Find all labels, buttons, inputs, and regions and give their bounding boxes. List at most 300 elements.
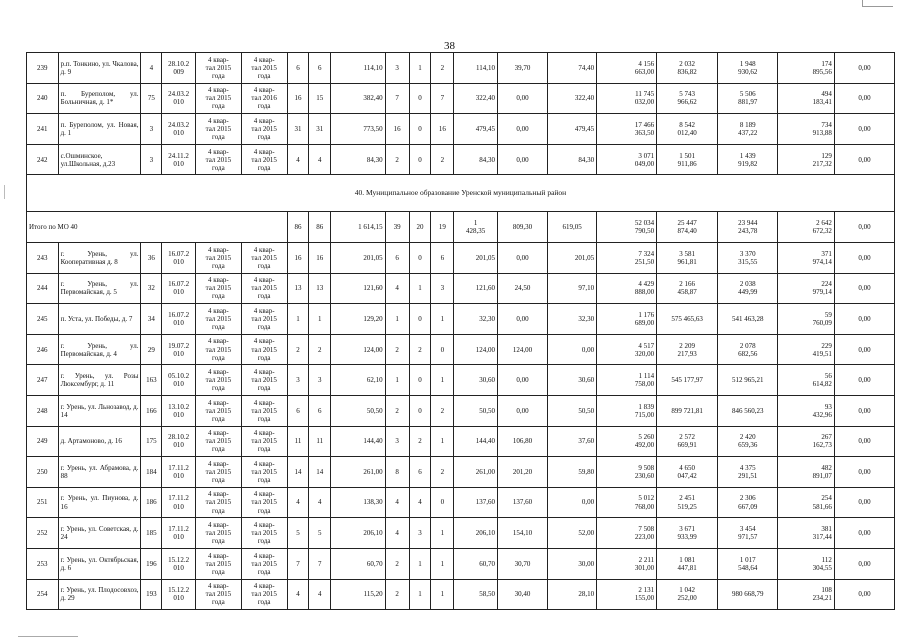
margin-mark xyxy=(4,185,5,199)
table-cell-area: 382,40 xyxy=(331,83,386,114)
table-cell-a: 11 xyxy=(287,426,309,457)
table-cell-r: 0 xyxy=(431,487,454,518)
table-cell-r: 3 xyxy=(431,273,454,304)
table-cell-t1: 1 114 758,00 xyxy=(597,365,657,396)
table-cell-b: 31 xyxy=(309,114,331,145)
table-cell-ma: 28,10 xyxy=(548,579,597,610)
table-cell-s2: 4 квар- тал 2015 года xyxy=(241,53,287,84)
table-cell-t3: 5 506 881,97 xyxy=(718,83,778,114)
table-cell-ra: 137,60 xyxy=(497,487,547,518)
table-cell-z: 0,00 xyxy=(834,487,894,518)
table-cell-area: 138,30 xyxy=(331,487,386,518)
table-cell-n: 243 xyxy=(27,242,59,273)
table-cell-c3: 163 xyxy=(141,365,162,396)
table-cell-q: 0 xyxy=(409,83,431,114)
table-cell-s1: 4 квар- тал 2015 года xyxy=(195,365,241,396)
table-cell-s2: 4 квар- тал 2015 года xyxy=(241,579,287,610)
table-cell-p: 1 xyxy=(385,304,409,335)
table-cell-r: 1 xyxy=(431,365,454,396)
table-cell-area: 129,20 xyxy=(331,304,386,335)
table-cell-ra: 106,80 xyxy=(497,426,547,457)
table-cell-s2: 4 квар- тал 2015 года xyxy=(241,548,287,579)
table-row xyxy=(27,114,895,145)
table-cell-area: 261,00 xyxy=(331,457,386,488)
total-cell: 39 xyxy=(385,212,409,243)
table-cell-date: 24.03.2 010 xyxy=(162,83,196,114)
table-cell-date: 17.11.2 010 xyxy=(162,457,196,488)
table-cell-c3: 29 xyxy=(141,334,162,365)
table-cell-t3: 512 965,21 xyxy=(718,365,778,396)
total-cell: 0,00 xyxy=(834,212,894,243)
table-cell-b: 13 xyxy=(309,273,331,304)
table-cell-ta: 137,60 xyxy=(454,487,498,518)
table-cell-addr: г. Урень, ул. Льнозавод, д. 14 xyxy=(58,395,141,426)
table-cell-a: 14 xyxy=(287,457,309,488)
table-cell-a: 7 xyxy=(287,548,309,579)
table-cell-a: 4 xyxy=(287,579,309,610)
table-cell-b: 16 xyxy=(309,242,331,273)
housing-program-table xyxy=(26,52,895,610)
table-cell-ma: 84,30 xyxy=(548,144,597,175)
table-cell-a: 1 xyxy=(287,304,309,335)
table-cell-p: 2 xyxy=(385,579,409,610)
table-cell-b: 4 xyxy=(309,487,331,518)
table-cell-t4: 108 234,21 xyxy=(778,579,835,610)
table-cell-area: 115,20 xyxy=(331,579,386,610)
table-cell-q: 2 xyxy=(409,334,431,365)
table-row xyxy=(27,304,895,335)
table-cell-z: 0,00 xyxy=(834,426,894,457)
table-cell-s2: 4 квар- тал 2015 года xyxy=(241,395,287,426)
table-cell-ma: 37,60 xyxy=(548,426,597,457)
table-cell-p: 2 xyxy=(385,334,409,365)
table-cell-ta: 32,30 xyxy=(454,304,498,335)
table-cell-ra: 24,50 xyxy=(497,273,547,304)
table-row xyxy=(27,334,895,365)
table-cell-ta: 121,60 xyxy=(454,273,498,304)
total-cell: 52 034 790,50 xyxy=(597,212,657,243)
table-cell-r: 1 xyxy=(431,548,454,579)
table-cell-s1: 4 квар- тал 2015 года xyxy=(195,548,241,579)
table-cell-r: 2 xyxy=(431,53,454,84)
table-cell-q: 1 xyxy=(409,273,431,304)
table-cell-t4: 482 891,07 xyxy=(778,457,835,488)
table-cell-b: 14 xyxy=(309,457,331,488)
table-cell-t4: 494 183,41 xyxy=(778,83,835,114)
table-cell-t2: 899 721,81 xyxy=(657,395,718,426)
table-cell-ra: 0,00 xyxy=(497,304,547,335)
table-row xyxy=(27,242,895,273)
table-cell-t3: 980 668,79 xyxy=(718,579,778,610)
table-cell-c3: 36 xyxy=(141,242,162,273)
table-cell-n: 253 xyxy=(27,548,59,579)
table-cell-date: 28.10.2 010 xyxy=(162,426,196,457)
table-cell-ma: 50,50 xyxy=(548,395,597,426)
table-cell-ra: 0,00 xyxy=(497,144,547,175)
table-cell-t2: 2 451 519,25 xyxy=(657,487,718,518)
table-cell-z: 0,00 xyxy=(834,304,894,335)
table-cell-s1: 4 квар- тал 2015 года xyxy=(195,53,241,84)
table-cell-t4: 112 304,55 xyxy=(778,548,835,579)
table-cell-a: 4 xyxy=(287,487,309,518)
table-cell-q: 1 xyxy=(409,548,431,579)
table-cell-c3: 196 xyxy=(141,548,162,579)
table-cell-ma: 0,00 xyxy=(548,487,597,518)
section-title: 40. Муниципальное образование Уренской муниципальный район xyxy=(27,175,895,212)
table-cell-ta: 58,50 xyxy=(454,579,498,610)
table-cell-addr: п. Буреполом, ул. Больничная, д. 1* xyxy=(58,83,141,114)
section-header-row xyxy=(27,175,895,212)
table-cell-t3: 1 017 548,64 xyxy=(718,548,778,579)
table-cell-ta: 60,70 xyxy=(454,548,498,579)
table-cell-addr: г. Урень, ул. Плодосовхоз, д. 29 xyxy=(58,579,141,610)
table-cell-z: 0,00 xyxy=(834,334,894,365)
total-cell: 23 944 243,78 xyxy=(718,212,778,243)
table-row xyxy=(27,53,895,84)
table-row xyxy=(27,144,895,175)
table-cell-s2: 4 квар- тал 2015 года xyxy=(241,487,287,518)
table-cell-c3: 75 xyxy=(141,83,162,114)
table-cell-ma: 97,10 xyxy=(548,273,597,304)
table-cell-t3: 3 370 315,55 xyxy=(718,242,778,273)
table-cell-s2: 4 квар- тал 2015 года xyxy=(241,365,287,396)
table-cell-c3: 4 xyxy=(141,53,162,84)
table-cell-z: 0,00 xyxy=(834,273,894,304)
table-cell-ta: 322,40 xyxy=(454,83,498,114)
table-cell-n: 246 xyxy=(27,334,59,365)
table-cell-t2: 4 650 047,42 xyxy=(657,457,718,488)
table-cell-date: 15.12.2 010 xyxy=(162,579,196,610)
table-cell-ta: 114,10 xyxy=(454,53,498,84)
table-cell-b: 4 xyxy=(309,144,331,175)
table-cell-ra: 201,20 xyxy=(497,457,547,488)
table-cell-ta: 201,05 xyxy=(454,242,498,273)
table-cell-s1: 4 квар- тал 2015 года xyxy=(195,304,241,335)
table-cell-b: 1 xyxy=(309,304,331,335)
table-cell-s1: 4 квар- тал 2015 года xyxy=(195,579,241,610)
table-cell-z: 0,00 xyxy=(834,53,894,84)
table-cell-ma: 52,00 xyxy=(548,518,597,549)
table-cell-t3: 2 306 667,09 xyxy=(718,487,778,518)
table-cell-c3: 184 xyxy=(141,457,162,488)
table-cell-t3: 1 948 930,62 xyxy=(718,53,778,84)
total-cell: 1 428,35 xyxy=(454,212,498,243)
table-cell-t4: 229 419,51 xyxy=(778,334,835,365)
table-cell-t2: 2 166 458,87 xyxy=(657,273,718,304)
table-cell-ta: 30,60 xyxy=(454,365,498,396)
table-cell-t1: 1 176 689,00 xyxy=(597,304,657,335)
table-cell-area: 201,05 xyxy=(331,242,386,273)
page-corner-mark xyxy=(862,0,893,7)
table-cell-t4: 59 760,09 xyxy=(778,304,835,335)
table-cell-addr: д. Артамоново, д. 16 xyxy=(58,426,141,457)
table-cell-t4: 267 162,73 xyxy=(778,426,835,457)
table-cell-t2: 1 081 447,81 xyxy=(657,548,718,579)
table-cell-addr: г. Урень, ул. Первомайская, д. 4 xyxy=(58,334,141,365)
table-cell-q: 4 xyxy=(409,487,431,518)
table-cell-n: 241 xyxy=(27,114,59,145)
table-cell-n: 251 xyxy=(27,487,59,518)
table-cell-c3: 32 xyxy=(141,273,162,304)
table-cell-area: 144,40 xyxy=(331,426,386,457)
table-cell-t3: 2 078 682,56 xyxy=(718,334,778,365)
table-cell-area: 121,60 xyxy=(331,273,386,304)
total-cell: 20 xyxy=(409,212,431,243)
table-cell-s1: 4 квар- тал 2015 года xyxy=(195,144,241,175)
table-cell-t2: 575 465,63 xyxy=(657,304,718,335)
table-cell-t4: 129 217,32 xyxy=(778,144,835,175)
table-cell-ra: 30,40 xyxy=(497,579,547,610)
table-cell-area: 60,70 xyxy=(331,548,386,579)
table-cell-area: 84,30 xyxy=(331,144,386,175)
table-row xyxy=(27,579,895,610)
table-cell-t1: 2 211 301,00 xyxy=(597,548,657,579)
table-cell-t3: 3 454 971,57 xyxy=(718,518,778,549)
table-cell-c3: 3 xyxy=(141,144,162,175)
table-cell-t2: 8 542 012,40 xyxy=(657,114,718,145)
table-cell-addr: г. Урень, ул. Пиунова, д. 16 xyxy=(58,487,141,518)
table-cell-date: 17.11.2 010 xyxy=(162,518,196,549)
table-cell-z: 0,00 xyxy=(834,548,894,579)
table-cell-b: 6 xyxy=(309,395,331,426)
table-cell-ma: 201,05 xyxy=(548,242,597,273)
table-cell-date: 24.11.2 010 xyxy=(162,144,196,175)
table-cell-s2: 4 квар- тал 2015 года xyxy=(241,304,287,335)
table-cell-t3: 541 463,28 xyxy=(718,304,778,335)
table-cell-s2: 4 квар- тал 2015 года xyxy=(241,457,287,488)
total-cell: 1 614,15 xyxy=(331,212,386,243)
table-cell-ta: 206,10 xyxy=(454,518,498,549)
table-cell-a: 6 xyxy=(287,53,309,84)
table-cell-ma: 30,00 xyxy=(548,548,597,579)
table-cell-ra: 0,00 xyxy=(497,114,547,145)
table-cell-t3: 4 375 291,51 xyxy=(718,457,778,488)
page-number: 38 xyxy=(444,40,455,52)
table-cell-t2: 2 572 669,91 xyxy=(657,426,718,457)
table-cell-t1: 4 429 888,00 xyxy=(597,273,657,304)
table-cell-ra: 30,70 xyxy=(497,548,547,579)
table-cell-z: 0,00 xyxy=(834,365,894,396)
table-cell-t2: 1 501 911,86 xyxy=(657,144,718,175)
table-cell-r: 2 xyxy=(431,457,454,488)
table-cell-s1: 4 квар- тал 2015 года xyxy=(195,273,241,304)
table-row xyxy=(27,518,895,549)
table-cell-s2: 4 квар- тал 2015 года xyxy=(241,334,287,365)
total-cell: 619,05 xyxy=(548,212,597,243)
table-cell-ma: 59,80 xyxy=(548,457,597,488)
table-cell-t3: 2 038 449,99 xyxy=(718,273,778,304)
table-cell-t3: 2 420 659,36 xyxy=(718,426,778,457)
table-cell-s1: 4 квар- тал 2015 года xyxy=(195,334,241,365)
table-cell-t1: 3 071 049,00 xyxy=(597,144,657,175)
table-cell-n: 247 xyxy=(27,365,59,396)
table-cell-s2: 4 квар- тал 2015 года xyxy=(241,518,287,549)
table-cell-a: 13 xyxy=(287,273,309,304)
table-cell-area: 206,10 xyxy=(331,518,386,549)
table-cell-addr: с.Ошминское, ул.Школьная, д.23 xyxy=(58,144,141,175)
table-cell-t2: 3 671 933,99 xyxy=(657,518,718,549)
table-cell-t1: 17 466 363,50 xyxy=(597,114,657,145)
table-cell-z: 0,00 xyxy=(834,579,894,610)
table-cell-r: 1 xyxy=(431,304,454,335)
table-cell-a: 5 xyxy=(287,518,309,549)
table-cell-a: 16 xyxy=(287,242,309,273)
table-cell-r: 2 xyxy=(431,395,454,426)
table-cell-s2: 4 квар- тал 2015 года xyxy=(241,114,287,145)
table-cell-ma: 322,40 xyxy=(548,83,597,114)
table-cell-ra: 39,70 xyxy=(497,53,547,84)
table-cell-n: 245 xyxy=(27,304,59,335)
table-cell-a: 2 xyxy=(287,334,309,365)
total-cell: 25 447 874,40 xyxy=(657,212,718,243)
table-cell-area: 50,50 xyxy=(331,395,386,426)
table-cell-a: 16 xyxy=(287,83,309,114)
table-cell-date: 05.10.2 010 xyxy=(162,365,196,396)
table-cell-c3: 186 xyxy=(141,487,162,518)
table-cell-t3: 1 439 919,82 xyxy=(718,144,778,175)
table-cell-ma: 32,30 xyxy=(548,304,597,335)
table-cell-p: 8 xyxy=(385,457,409,488)
table-cell-n: 248 xyxy=(27,395,59,426)
table-cell-ta: 50,50 xyxy=(454,395,498,426)
table-cell-p: 7 xyxy=(385,83,409,114)
table-cell-n: 249 xyxy=(27,426,59,457)
table-cell-b: 7 xyxy=(309,548,331,579)
table-cell-n: 250 xyxy=(27,457,59,488)
table-cell-b: 5 xyxy=(309,518,331,549)
table-cell-q: 0 xyxy=(409,365,431,396)
footer-line xyxy=(18,636,78,637)
table-cell-s2: 4 квар- тал 2015 года xyxy=(241,426,287,457)
total-label: Итого по МО 40 xyxy=(27,212,288,243)
table-cell-p: 1 xyxy=(385,365,409,396)
table-cell-date: 19.07.2 010 xyxy=(162,334,196,365)
table-cell-t3: 846 560,23 xyxy=(718,395,778,426)
table-cell-c3: 175 xyxy=(141,426,162,457)
table-cell-ta: 144,40 xyxy=(454,426,498,457)
table-cell-addr: г. Урень, ул. Розы Люксембург, д. 11 xyxy=(58,365,141,396)
table-cell-s1: 4 квар- тал 2015 года xyxy=(195,395,241,426)
total-cell: 2 642 672,32 xyxy=(778,212,835,243)
table-cell-ma: 0,00 xyxy=(548,334,597,365)
table-cell-s2: 4 квар- тал 2015 года xyxy=(241,144,287,175)
table-cell-t1: 1 839 715,00 xyxy=(597,395,657,426)
table-cell-ma: 74,40 xyxy=(548,53,597,84)
table-cell-b: 11 xyxy=(309,426,331,457)
table-cell-p: 4 xyxy=(385,518,409,549)
table-cell-t4: 56 614,82 xyxy=(778,365,835,396)
table-cell-p: 6 xyxy=(385,242,409,273)
table-cell-ra: 0,00 xyxy=(497,242,547,273)
table-cell-addr: г. Урень, ул. Кооперативная д. 8 xyxy=(58,242,141,273)
table-cell-n: 240 xyxy=(27,83,59,114)
table-cell-t1: 11 745 032,00 xyxy=(597,83,657,114)
table-cell-z: 0,00 xyxy=(834,144,894,175)
table-cell-p: 3 xyxy=(385,53,409,84)
table-cell-q: 0 xyxy=(409,304,431,335)
table-cell-s2: 4 квар- тал 2016 года xyxy=(241,83,287,114)
table-cell-b: 2 xyxy=(309,334,331,365)
table-cell-addr: г. Урень, ул. Абрамова, д. 88 xyxy=(58,457,141,488)
table-cell-t1: 2 131 155,00 xyxy=(597,579,657,610)
table-cell-q: 3 xyxy=(409,518,431,549)
table-cell-c3: 34 xyxy=(141,304,162,335)
table-cell-date: 17.11.2 010 xyxy=(162,487,196,518)
table-cell-date: 28.10.2 009 xyxy=(162,53,196,84)
table-cell-addr: г. Урень, ул. Первомайская, д. 5 xyxy=(58,273,141,304)
total-cell: 19 xyxy=(431,212,454,243)
table-cell-r: 0 xyxy=(431,334,454,365)
table-cell-t2: 5 743 966,62 xyxy=(657,83,718,114)
table-cell-addr: р.п. Тонкино, ул. Чкалова, д. 9 xyxy=(58,53,141,84)
table-cell-addr: п. Буреполом, ул. Новая, д. 1 xyxy=(58,114,141,145)
table-cell-s2: 4 квар- тал 2015 года xyxy=(241,273,287,304)
table-cell-ta: 84,30 xyxy=(454,144,498,175)
table-cell-t2: 2 209 217,93 xyxy=(657,334,718,365)
table-cell-z: 0,00 xyxy=(834,395,894,426)
table-row xyxy=(27,365,895,396)
table-cell-t4: 254 581,66 xyxy=(778,487,835,518)
table-row xyxy=(27,548,895,579)
table-cell-ta: 261,00 xyxy=(454,457,498,488)
table-cell-t4: 93 432,96 xyxy=(778,395,835,426)
table-cell-s1: 4 квар- тал 2015 года xyxy=(195,457,241,488)
table-row xyxy=(27,83,895,114)
table-cell-t4: 734 913,88 xyxy=(778,114,835,145)
table-cell-s1: 4 квар- тал 2015 года xyxy=(195,83,241,114)
table-cell-q: 0 xyxy=(409,395,431,426)
table-row xyxy=(27,273,895,304)
table-cell-n: 252 xyxy=(27,518,59,549)
total-cell: 809,30 xyxy=(497,212,547,243)
table-cell-date: 13.10.2 010 xyxy=(162,395,196,426)
table-cell-t2: 1 042 252,00 xyxy=(657,579,718,610)
table-cell-t4: 381 317,44 xyxy=(778,518,835,549)
table-cell-s2: 4 квар- тал 2015 года xyxy=(241,242,287,273)
table-cell-a: 6 xyxy=(287,395,309,426)
table-cell-r: 1 xyxy=(431,579,454,610)
table-cell-q: 0 xyxy=(409,144,431,175)
table-cell-c3: 185 xyxy=(141,518,162,549)
table-cell-ra: 0,00 xyxy=(497,365,547,396)
table-cell-ra: 124,00 xyxy=(497,334,547,365)
table-cell-r: 2 xyxy=(431,144,454,175)
table-cell-q: 2 xyxy=(409,426,431,457)
table-cell-ma: 479,45 xyxy=(548,114,597,145)
table-cell-c3: 3 xyxy=(141,114,162,145)
table-cell-t4: 224 979,14 xyxy=(778,273,835,304)
total-row xyxy=(27,212,895,243)
table-cell-date: 16.07.2 010 xyxy=(162,242,196,273)
table-cell-area: 114,10 xyxy=(331,53,386,84)
table-cell-t3: 8 189 437,22 xyxy=(718,114,778,145)
table-cell-z: 0,00 xyxy=(834,114,894,145)
table-cell-s1: 4 квар- тал 2015 года xyxy=(195,426,241,457)
table-cell-a: 3 xyxy=(287,365,309,396)
table-cell-z: 0,00 xyxy=(834,83,894,114)
table-cell-t1: 7 508 223,00 xyxy=(597,518,657,549)
table-cell-area: 773,50 xyxy=(331,114,386,145)
total-cell: 86 xyxy=(287,212,309,243)
table-cell-t4: 371 974,14 xyxy=(778,242,835,273)
table-cell-t1: 9 508 230,60 xyxy=(597,457,657,488)
table-cell-date: 16.07.2 010 xyxy=(162,273,196,304)
table-cell-t1: 7 324 251,50 xyxy=(597,242,657,273)
table-cell-p: 3 xyxy=(385,426,409,457)
table-cell-z: 0,00 xyxy=(834,242,894,273)
table-cell-s1: 4 квар- тал 2015 года xyxy=(195,518,241,549)
table-cell-r: 1 xyxy=(431,518,454,549)
